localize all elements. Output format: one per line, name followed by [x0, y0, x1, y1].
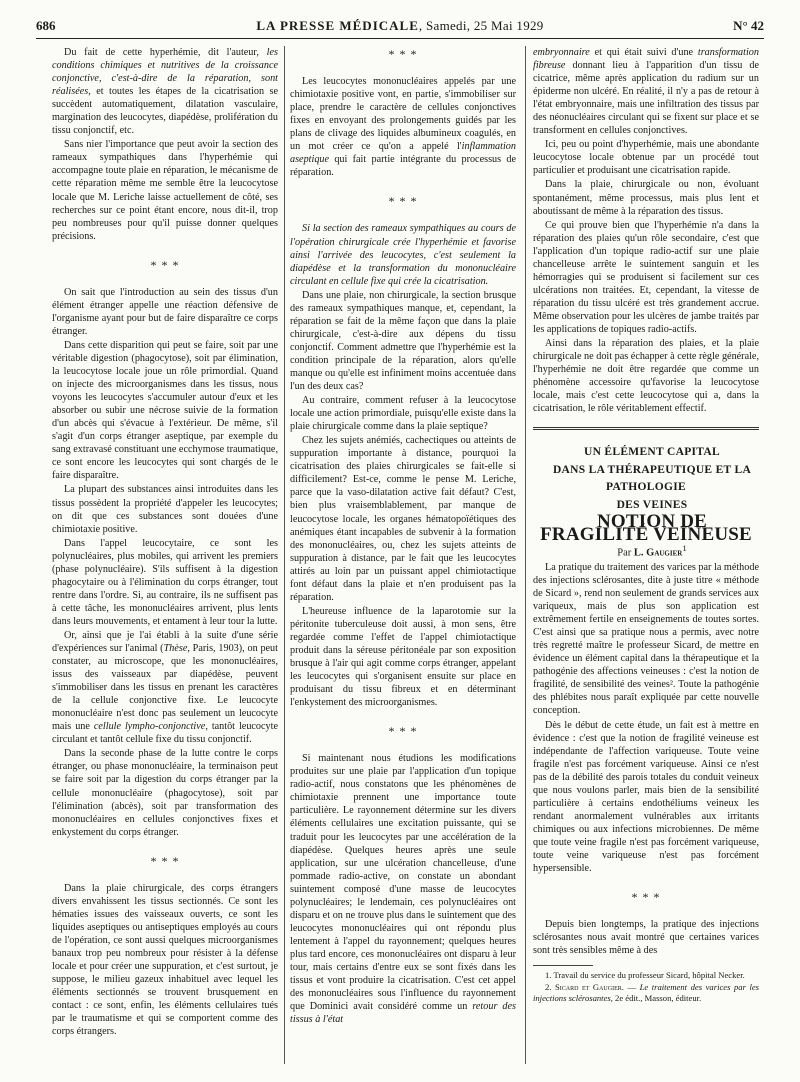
text: , 2e édit., Masson, éditeur.	[610, 993, 702, 1004]
header-rule	[36, 38, 764, 39]
footnote-rule	[533, 965, 593, 966]
paragraph: On sait que l'introduction au sein des tissus d'un élément étranger appelle une réaction défensive de l'organisme ayant pour but de faire disparaître ce corps étranger.	[52, 286, 278, 337]
paragraph	[533, 46, 759, 137]
paragraph-italic: Si la section des rameaux sympathiques au cours de l'opération chirurgicale crée l'hyperhémie et favorise ainsi l'arrivée des leucocytes, c'est seulement la diapédèse et la transformation du mononucléaire circulant en cellule fixe qui crée la cicatrisation.	[290, 223, 516, 287]
paragraph: Dès le début de cette étude, un fait est à mettre en évidence : c'est que la notion de fragilité veineuse est indépendante de l'affection variqueuse. Toute veine fragile n'est pas forcément variqueuse. Ainsi ce n'est pas de la débilité des parois totales du conduit veineux que nous voulons parler, mais bien de la sensibilité particulière à certains endothéliums veineux les rendant anormalement vulnérables aux irritants chimiques ou aux infections microbiennes. De même que toute veine fragile n'est pas forcément variqueuse, toute veine variqueuse n'est pas forcément hypersensible.	[533, 719, 759, 875]
paragraph: Sans nier l'importance que peut avoir la section des rameaux sympathiques dans l'hyperhémie qui accompagne toute plaie en réparation, le mécanisme de cette réparation même me semble être la leucocytose locale que M. Leriche laisse actuellement de côté, ses recherches sur ce point étant encore, nous dit-il, trop peu nombreuses pour qu'il puisse donner quelques précisions.	[52, 139, 278, 242]
italic-text: inflammation aseptique	[290, 141, 516, 166]
paragraph: Ici, peu ou point d'hyperhémie, mais une abondante leucocytose locale obtenue par un procédé tout particulier et produisant une cicatrisation rapide.	[533, 139, 759, 177]
column-1	[52, 46, 278, 1066]
italic-text: transformation fibreuse	[533, 47, 759, 72]
author-name: L. Gaugier	[633, 547, 683, 559]
page-number: 686	[36, 18, 56, 33]
italic-text: les conditions chimiques et nutritives de la croissance conjonctive, c'est-à-dire de la réparation, sont réalisées	[52, 47, 278, 98]
text: et qui était suivi d'une	[589, 47, 698, 58]
paragraph: Dans la plaie chirurgicale, des corps étrangers divers envahissent les tissus sectionnés. Ce sont les hématies issues des vaisseaux ouverts, ce sont les liquides aseptiques ou antiseptiques employés au cours de l'opération, ce sont aussi quelques microorganismes banaux trop peu nombreux pour résister à la défense locale et pour créer une suppuration, et c'est surtout, je suppose, le milieu gazeux inhabituel avec lequel les éléments sectionnés se trouvent brusquement en contact : ce sont, enfin, les éléments cellulaires tués par le traumatisme et qui se comportent comme des corps étrangers.	[52, 882, 278, 1038]
column-divider	[284, 46, 285, 1064]
journal-name: LA PRESSE MÉDICALE	[256, 18, 419, 33]
section-separator: * * *	[150, 257, 180, 272]
text: donnant lieu à l'apparition d'un tissu de cicatrice, même après application du radium sur un épiderme non ulcéré. En réalité, il n'y a pas de retour à l'état embryonnaire, mais une infiltration des tissus par des néonucléaires circulant qui se fixent sur place et se transforment en cellules conjonctives.	[533, 60, 759, 137]
page-header	[36, 18, 764, 40]
footnote-marker: 1	[682, 543, 687, 554]
footnote	[533, 982, 759, 1004]
article	[533, 444, 759, 957]
paragraph: Ce qui prouve bien que l'hyperhémie n'a dans la réparation des plaies qu'un rôle secondaire, c'est que l'application d'un topique radio-actif sur une plaie chancelleuse arrête le suintement sanguin et les hémorragies qui se produisent si facilement sur ces ulcérations non traitées. Et, cependant, la vitesse de réparation du tissu ulcéré est très grandement accrue. Même observation pour les ulcères de jambe traités par les applications de topiques radio-actifs.	[533, 219, 759, 335]
column-2	[290, 46, 516, 1066]
paragraph	[52, 629, 278, 746]
section-separator: * * *	[150, 853, 180, 868]
article-kicker: DES VEINES	[616, 499, 688, 512]
italic-text: retour des tissus à l'état	[290, 1001, 517, 1026]
paragraph: Ainsi dans la réparation des plaies, et la plaie chirurgicale ne doit pas échapper à cette règle générale, l'hyperhémie ne doit être regardée que comme un phénomène accessoire qu'favorise la leucocytose locale, mais c'est cette leucocytose qui a, dans la cicatrisation, le rôle véritablement effectif.	[533, 338, 759, 415]
column-divider	[525, 46, 526, 1064]
paragraph: Dans une plaie, non chirurgicale, la section brusque des rameaux sympathiques manque, et, cependant, la réparation se fait de la même façon que dans la plaie chirurgicale, c'est-à-dire aux dépens du tissu conjonctif. Comment admettre que l'hyperhémie est la condition principale de la réparation, alors qu'elle manque ou qu'elle est infiniment moins accentuée dans l'un des deux cas?	[290, 289, 516, 393]
paragraph: La pratique du traitement des varices par la méthode des injections sclérosantes, dite à juste titre « méthode de Sicard », rend non seulement de grands services aux variqueux, mais de plus son application est extrêmement fertile en enseignements de toutes sortes. C'est ainsi que sa pratique nous a permis, avec notre très regretté maître le professeur Sicard, de mettre en évidence un élément capital dans la thérapeutique et la pathogénie des affections veineuses : c'est la notion de fragilité, de sensibilité des veines². Toute la pathogénie des phlébites nous paraît expliquée par cette nouvelle conception.	[533, 561, 759, 717]
article-title: NOTION DE FRAGILITÉ VEINEUSE	[540, 511, 752, 546]
paragraph: Depuis bien longtemps, la pratique des injections sclérosantes nous avait montré que certaines varices sont très sensibles même à des	[533, 919, 759, 957]
article-kicker: DANS LA THÉRAPEUTIQUE ET LA PATHOLOGIE	[552, 464, 752, 494]
byline	[533, 542, 759, 560]
article-kicker: UN ÉLÉMENT CAPITAL	[584, 446, 720, 459]
text: Les leucocytes mononucléaires appelés par une chimiotaxie positive vont, en partie, s'immobiliser sur place, prendre le caractère de cellules conjonctives fixes en envoyant des prolongements guidés par les plans de clivage des liquides albumineux coagulés, en un mot créer ce qu'on a appelé l'	[290, 76, 516, 153]
section-separator: * * *	[388, 47, 418, 61]
author-names: Sicard et Gaugier	[555, 982, 622, 993]
article-separator	[533, 427, 759, 430]
footnote: 1. Travail du service du professeur Sicard, hôpital Necker.	[545, 970, 745, 981]
paragraph: L'heureuse influence de la laparotomie sur la péritonite tuberculeuse doit aussi, à mon sens, être regardée comme l'effet de l'appel chimiotactique produit dans la séreuse péritonéale par son exposition brusque à l'air qui agit comme corps étranger, appelant les leucocytes qui s'organisent ensuite sur place en produisant du tissu fibreux et en déterminant l'enkystement des microorganismes.	[290, 605, 516, 709]
text: Si maintenant nous étudions les modifications produites sur une plaie par l'application d'un topique radio-actif, nous constatons que les phénomènes de chimiotaxie prennent une importance toute particulière. Le rayonnement détermine sur les divers éléments cellulaires une excitation puissante, qui se traduit pour les leucocytes par une accélération de la diapédèse. Quelques heures après une seule application, sur une ulcération chancelleuse, d'une pommade radio-active, on constate un abondant suintement composé d'une masse de leucocytes polynucléaires; le lendemain, ces polynucléaires ont disparu et on ne trouve plus dans le suintement que des leucocytes mononucléaires qui ont répondu plus lentement à l'appel du rayonnement; quelques heures plus tard encore, ces mononucléaires ont disparu à leur tour, mais certains d'entre eux se sont fixés dans les tissus et vont produire la cicatrisation. C'est cet appel des mononucléaires sous l'influence du rayonnement que Dominici avait considéré comme un	[290, 753, 516, 1013]
text: , tantôt leucocyte circulant et tantôt cellule fixe du tissu conjonctif.	[52, 721, 278, 746]
text: Or, ainsi que je l'ai établi à la suite d'une série d'expériences sur l'animal (	[52, 629, 278, 655]
issue-number: N° 42	[733, 18, 764, 33]
paragraph: Dans la plaie, chirurgicale ou non, évoluant spontanément, même processus, mais plus lent et aboutissant de même à la réparation des tissus.	[533, 179, 759, 217]
paragraph	[52, 46, 278, 137]
paragraph: Dans l'appel leucocytaire, ce sont les polynucléaires, plus mobiles, qui arrivent les premiers (phase polynucléaire). S'ils suffisent à la digestion phagocytaire ou à l'élimination du corps étranger, tout rentre dans l'ordre. Si, au contraire, ils ne suffisent pas à cette tâche, les mononucléaires arrivent, plus lents dans leurs mouvements, et entament à leur tour la lutte.	[52, 537, 278, 627]
issue-date: , Samedi, 25 Mai 1929	[418, 18, 544, 33]
journal-title	[36, 18, 764, 34]
italic-text: Le traitement des varices par les injections sclérosantes	[533, 982, 760, 1004]
text: , et toutes les étapes de la cicatrisation se succèdent automatiquement, dilatation vasculaire, margination des leucocytes, diapédèse, prolifération du tissu conjonctif, etc.	[52, 86, 278, 137]
paragraph: Au contraire, comment refuser à la leucocytose locale une action primordiale, puisqu'elle existe dans la plaie chirurgicale comme dans la plaie septique?	[290, 395, 516, 433]
paragraph: La plupart des substances ainsi introduites dans les tissus possèdent la propriété d'appeler les leucocytes; on dit que ces substances sont douées d'une chimiotaxie positive.	[52, 484, 278, 535]
section-separator: * * *	[388, 194, 418, 209]
paragraph: Chez les sujets anémiés, cachectiques ou atteints de suppuration importante à distance, pourquoi la cicatrisation des plaies chirurgicales se fait-elle si difficilement? Est-ce, comme le pense M. Leriche, parce que la vaso-dilatation active fait défaut? C'est, bien plus vraisemblablement, par manque de leucocytose locale, les organes hématopoïétiques des anémiques étant incapables de subvenir à la formation des mononucléaires, ou, chez les sujets atteints de suppuration à distance, par le fait que les leucocytes attirés au loin par un puissant appel chimiotactique font défaut dans la plaie et n'en produisent pas la réparation.	[290, 435, 516, 603]
column-3	[533, 46, 759, 1066]
byline-prefix: Par	[617, 547, 634, 559]
italic-text: Thèse	[163, 643, 188, 655]
text: Du fait de cette hyperhémie, dit l'auteur,	[64, 47, 267, 58]
paragraph: Dans cette disparition qui peut se faire, soit par une véritable digestion (phagocytose), soit par élimination, la leucocytose locale joue un rôle primordial. Quand on injecte des microorganismes dans les tissus, nous voyons les leucocytes s'accumuler autour d'eux et les absorber ou subir une nécrose suivie de la formation d'un abcès qui s'évacue à l'extérieur. De même, s'il s'agit d'un corps étranger aseptique, par exemple du sang extravasé constituant une ecchymose traumatique, ce sont encore les leucocytes qui sont chargés de le faire disparaître.	[52, 339, 278, 482]
section-separator: * * *	[631, 890, 661, 905]
paragraph	[290, 75, 516, 179]
text: qui fait partie intégrante du processus de réparation.	[290, 154, 516, 179]
italic-text: embryonnaire	[533, 47, 590, 58]
section-separator: * * *	[388, 724, 418, 739]
italic-text: cellule lympho-conjonctive	[93, 721, 206, 733]
text: . —	[621, 982, 640, 993]
paragraph: Dans la seconde phase de la lutte contre le corps étranger, ou phase mononucléaire, la terminaison peut se faire soit par la digestion du corps étranger par la cellule mononucléaire (phagocytose), soit par l'élimination (abcès), soit par transformation des mononucléaires en cellules conjonctives fixes et enkystement du corps étranger.	[52, 748, 278, 838]
text: , Paris, 1903), on peut constater, au microscope, que les mononucléaires, issus des vaisseaux par diapédèse, peuvent s'immobiliser dans les tissus en prenant les caractères de la cellule conjonctive fixe. Le leucocyte mononucléaire n'est donc pas seulement un leucocyte mais une	[52, 643, 278, 733]
paragraph	[290, 752, 516, 1026]
text: 2.	[545, 982, 555, 993]
